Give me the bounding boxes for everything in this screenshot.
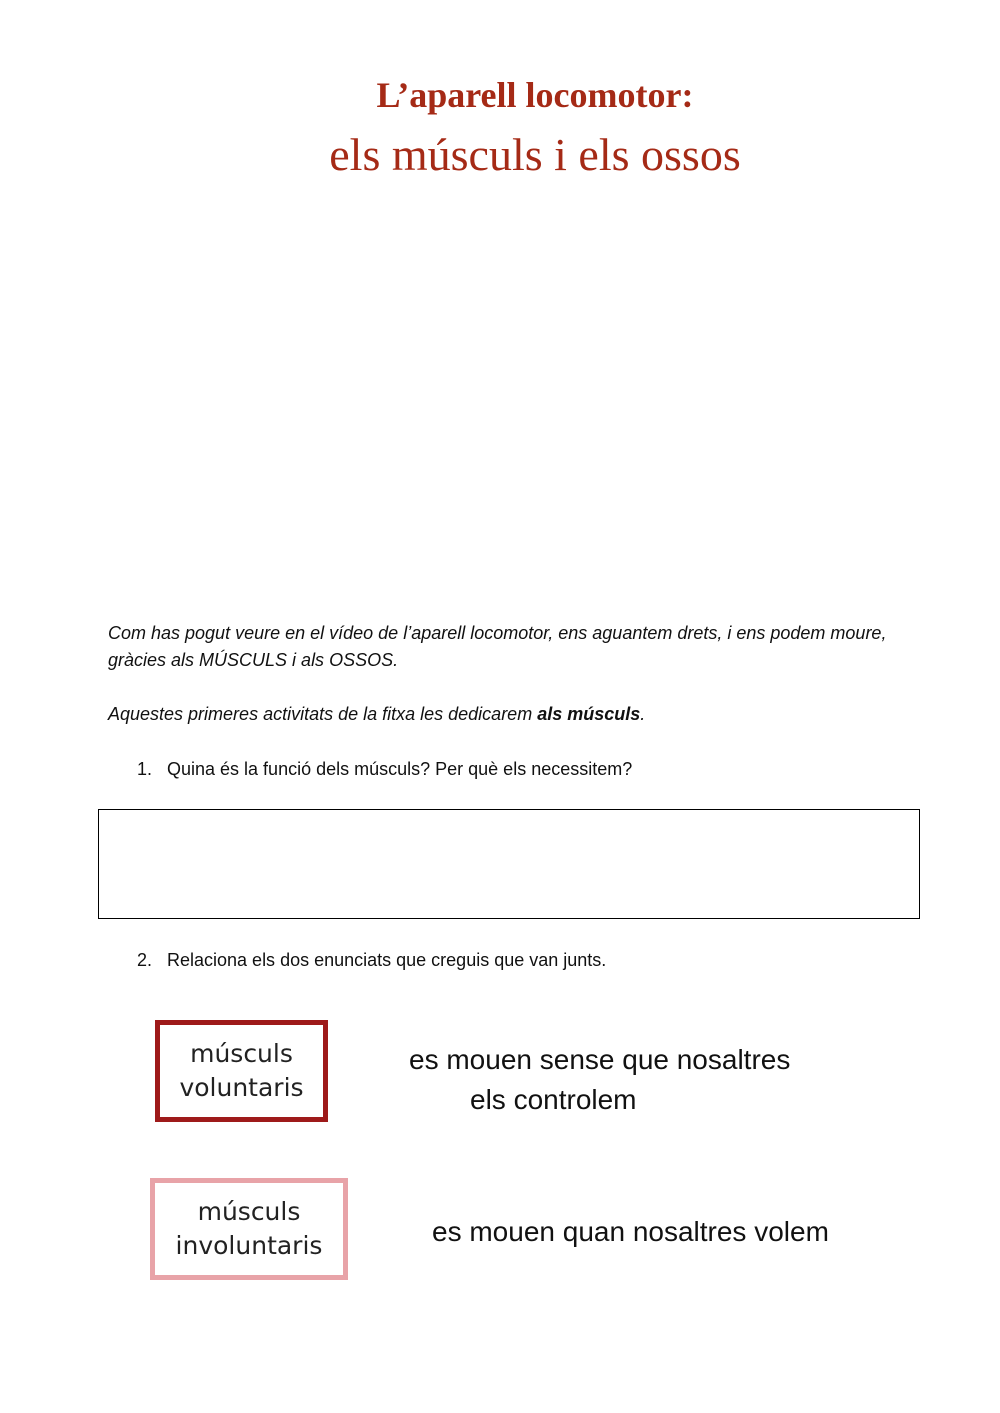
question-number: 2. xyxy=(137,950,153,970)
intro-emphasis: als músculs xyxy=(537,704,641,724)
term-label: músculs xyxy=(197,1197,301,1226)
intro-suffix: . xyxy=(640,704,646,724)
intro-paragraph-2 xyxy=(108,701,928,728)
page-subtitle: els músculs i els ossos xyxy=(329,129,741,180)
term-card-involuntary[interactable] xyxy=(150,1178,348,1280)
term-label: involuntaris xyxy=(175,1231,323,1260)
intro-paragraph: Com has pogut veure en el vídeo de l’aparell locomotor, ens aguantem drets, i ens podem moure, gràcies als MÚSCULS i als OSSOS. xyxy=(108,623,887,670)
question-text: Quina és la funció dels músculs? Per què els necessitem? xyxy=(167,759,633,779)
definition-1-line-2[interactable]: els controlem xyxy=(470,1084,637,1115)
answer-box[interactable] xyxy=(98,809,920,919)
intro-text: Aquestes primeres activitats de la fitxa les dedicarem xyxy=(108,704,538,724)
definition-1-line-1[interactable]: es mouen sense que nosaltres xyxy=(409,1044,791,1075)
page-title: L’aparell locomotor: xyxy=(376,75,694,115)
question-2 xyxy=(137,948,606,972)
term-label: voluntaris xyxy=(179,1073,304,1102)
question-1 xyxy=(137,757,632,781)
question-number: 1. xyxy=(137,759,153,779)
term-label: músculs xyxy=(190,1039,293,1068)
definition-2[interactable]: es mouen quan nosaltres volem xyxy=(432,1216,829,1247)
term-card-voluntary[interactable] xyxy=(155,1020,328,1122)
question-text: Relaciona els dos enunciats que creguis que van junts. xyxy=(167,950,607,970)
